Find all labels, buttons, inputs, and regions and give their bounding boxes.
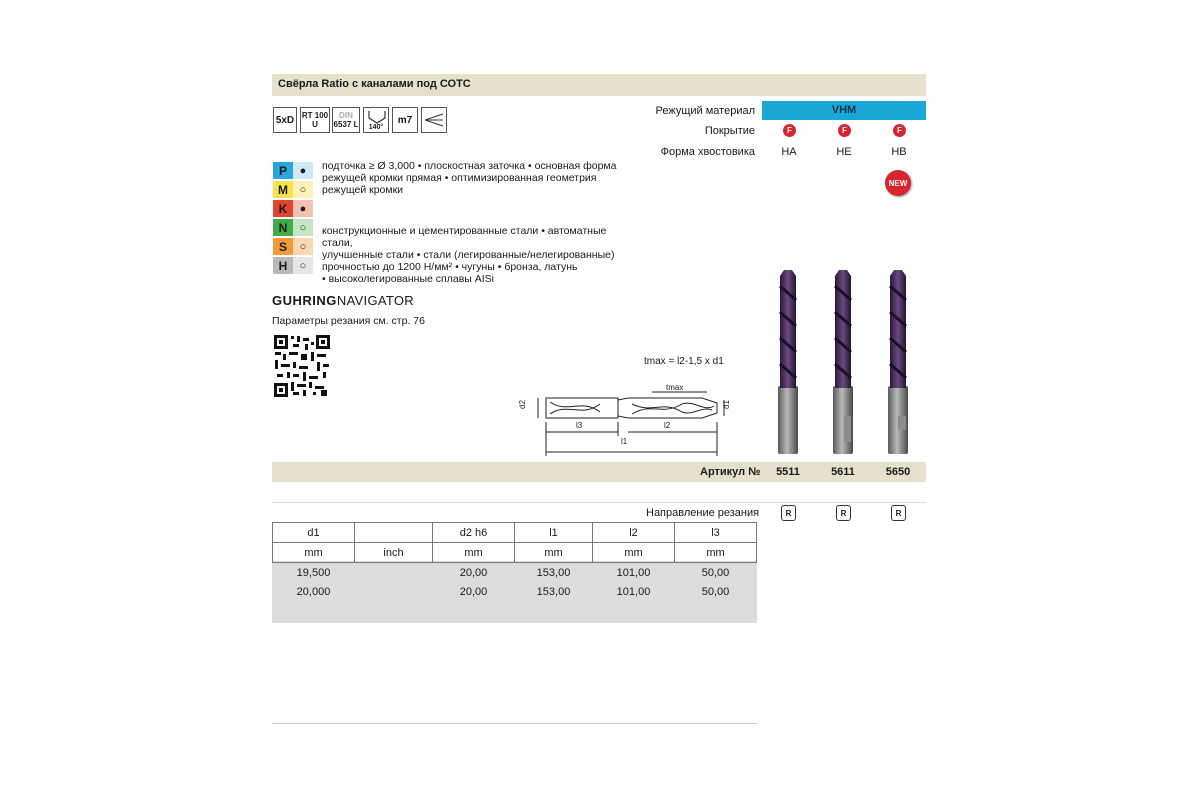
material-symbol: ○ (293, 219, 313, 236)
description-line: улучшенные стали • стали (легированные/нелегированные) (322, 249, 615, 261)
din-icon (332, 107, 360, 133)
table-unit: inch (355, 543, 433, 563)
coating-icon (783, 124, 796, 137)
table-cell: 20,000 (273, 582, 355, 601)
table-row[interactable] (273, 582, 757, 601)
article-label: Артикул № (700, 466, 761, 478)
table-unit: mm (593, 543, 675, 563)
table-cell: 153,00 (515, 563, 593, 583)
d1-label: d1 (721, 400, 731, 409)
drill-dimension-drawing (512, 378, 742, 462)
table-header: l3 (675, 523, 757, 543)
material-symbol: ○ (293, 257, 313, 274)
description-line: • высоколегированные сплавы AISi (322, 273, 494, 285)
description-line: режущей кромки прямая • оптимизированная геометрия (322, 172, 597, 184)
table-units-row (273, 543, 757, 563)
material-letter: S (273, 238, 293, 255)
material-letter: M (273, 181, 293, 198)
drill-images (770, 266, 920, 458)
shank-type: HA (781, 146, 797, 158)
point-angle-icon (363, 107, 389, 133)
table-cell: 101,00 (593, 582, 675, 601)
coating-symbol: F (842, 126, 847, 135)
material-row-p (273, 162, 313, 179)
right-hand-icon (836, 505, 851, 521)
cutting-params-note[interactable]: Параметры резания см. стр. 76 (272, 315, 425, 327)
shank-label: Форма хвостовика (660, 146, 755, 158)
material-label: Режущий материал (655, 105, 755, 117)
material-letter: P (273, 162, 293, 179)
drill-image-5511 (778, 270, 798, 454)
direction-label: Направление резания (646, 507, 760, 519)
material-letter: K (273, 200, 293, 217)
table-cell: 50,00 (675, 582, 757, 601)
table-cell: 20,00 (433, 563, 515, 583)
coating-symbol: F (897, 126, 902, 135)
tmax-label: tmax (666, 383, 684, 392)
table-cell: 50,00 (675, 563, 757, 583)
point-angle-label: 140° (368, 124, 384, 131)
material-row-m (273, 181, 313, 198)
logo-bold: GUHRING (272, 293, 337, 308)
material-value: VHM (831, 104, 857, 116)
direction-symbol: R (895, 508, 902, 518)
rt100u-line1: RT 100 (301, 111, 329, 120)
rt100u-icon (300, 107, 330, 133)
point-angle-shape (368, 110, 386, 124)
table-row[interactable] (273, 563, 757, 583)
table-cell: 20,00 (433, 582, 515, 601)
table-header: l1 (515, 523, 593, 543)
page-title: Свёрла Ratio с каналами под СОТС (278, 78, 471, 90)
description-line: подточка ≥ Ø 3,000 • плоскостная заточка • основная форма (322, 160, 617, 172)
m7-icon (392, 107, 418, 133)
table-cell: 101,00 (593, 563, 675, 583)
drill-image-5650 (888, 270, 908, 454)
l3-label: l3 (576, 421, 583, 430)
coating-icon (893, 124, 906, 137)
coolant-icon (421, 107, 447, 133)
geometry-description (322, 160, 632, 196)
drill-image-5611 (833, 270, 853, 454)
right-hand-icon (891, 505, 906, 521)
direction-symbol: R (840, 508, 847, 518)
d2-label: d2 (517, 400, 527, 409)
divider (272, 502, 926, 503)
description-line: конструкционные и цементированные стали • автоматные стали, (322, 225, 607, 249)
qr-code[interactable] (273, 334, 331, 398)
table-header: d2 h6 (433, 523, 515, 543)
shank-type: HE (836, 146, 852, 158)
table-unit: mm (515, 543, 593, 563)
description-line: режущей кромки (322, 184, 404, 196)
article-number[interactable]: 5511 (776, 466, 800, 478)
dimensions-table (272, 522, 757, 601)
table-unit: mm (675, 543, 757, 563)
right-hand-icon (781, 505, 796, 521)
din-line1: DIN (339, 111, 353, 120)
new-badge (885, 170, 911, 196)
tmax-formula: tmax = l2-1,5 x d1 (644, 356, 724, 367)
shank-type: HB (891, 146, 907, 158)
l2-label: l2 (664, 421, 671, 430)
table-unit: mm (273, 543, 355, 563)
l1-label: l1 (621, 437, 628, 446)
material-row-s (273, 238, 313, 255)
table-cell: 19,500 (273, 563, 355, 583)
direction-symbol: R (785, 508, 792, 518)
table-cell (355, 582, 433, 601)
description-line: прочностью до 1200 Н/мм² • чугуны • бронза, латунь (322, 261, 578, 273)
material-row-n (273, 219, 313, 236)
material-row-h (273, 257, 313, 274)
logo-light: NAVIGATOR (336, 293, 414, 308)
coolant-shape (423, 111, 445, 129)
rt100u-line2: U (312, 120, 318, 129)
article-number[interactable]: 5611 (831, 466, 855, 478)
coating-label: Покрытие (704, 125, 755, 137)
guhring-navigator-logo (272, 293, 414, 308)
materials-description (322, 225, 632, 285)
material-letter: N (273, 219, 293, 236)
material-letter: H (273, 257, 293, 274)
material-row-k (273, 200, 313, 217)
material-groups (273, 162, 313, 274)
table-header: l2 (593, 523, 675, 543)
table-header: d1 (273, 523, 355, 543)
material-symbol: ○ (293, 181, 313, 198)
5xd-label: 5xD (275, 114, 295, 126)
table-bottom-line (272, 723, 757, 724)
m7-label: m7 (397, 114, 413, 126)
coating-icon (838, 124, 851, 137)
material-symbol: ● (293, 200, 313, 217)
table-header (355, 523, 433, 543)
table-cell: 153,00 (515, 582, 593, 601)
material-symbol: ● (293, 162, 313, 179)
article-number[interactable]: 5650 (885, 466, 911, 478)
coating-symbol: F (787, 126, 792, 135)
5xd-icon (273, 107, 297, 133)
din-line2: 6537 L (333, 120, 359, 129)
table-header-row (273, 523, 757, 543)
material-symbol: ○ (293, 238, 313, 255)
table-unit: mm (433, 543, 515, 563)
table-cell (355, 563, 433, 583)
new-badge-label: NEW (888, 178, 908, 188)
